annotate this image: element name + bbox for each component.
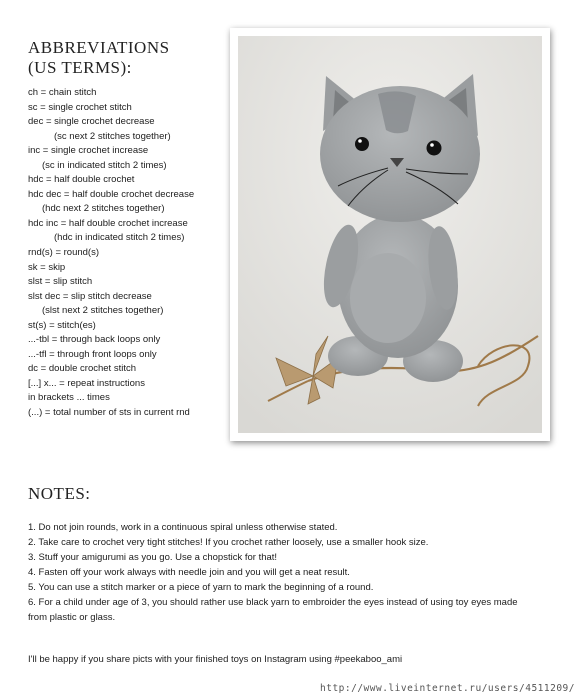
abbreviation-row: st(s) = stitch(es) (28, 319, 96, 331)
abbreviation-row: in brackets ... times (28, 392, 110, 404)
abbreviations-title-line1: ABBREVIATIONS (28, 38, 170, 57)
note-item: 3. Stuff your amigurumi as you go. Use a chopstick for that! (28, 552, 278, 563)
abbreviation-row: ...-tfl = through front loops only (28, 348, 157, 360)
photo-frame (230, 28, 550, 441)
abbreviation-row: slst = slip stitch (28, 276, 93, 288)
note-item: 4. Fasten off your work always with needle join and you will get a neat result. (28, 567, 350, 578)
note-item: from plastic or glass. (28, 612, 116, 623)
abbreviation-row: inc = single crochet increase (28, 145, 149, 157)
abbreviation-row: (hdc in indicated stitch 2 times) (54, 232, 185, 244)
note-item: 5. You can use a stitch marker or a piece of yarn to mark the beginning of a round. (28, 582, 374, 593)
notes-list (28, 520, 558, 625)
abbreviation-row: sc = single crochet stitch (28, 101, 132, 113)
abbreviation-row: (sc next 2 stitches together) (54, 130, 171, 142)
abbreviation-row: sk = skip (28, 261, 66, 273)
crochet-cat-photo (238, 36, 542, 433)
abbreviation-row: hdc inc = half double crochet increase (28, 217, 188, 229)
watermark-url: http://www.liveinternet.ru/users/4511209/ (320, 683, 575, 694)
abbreviations-list (28, 86, 233, 421)
cat-left-eye (355, 137, 369, 151)
abbreviation-row: ...-tbl = through back loops only (28, 334, 161, 346)
note-item: 6. For a child under age of 3, you should rather use black yarn to embroider the eyes instead of using toy eyes made (28, 597, 518, 608)
abbreviation-row: rnd(s) = round(s) (28, 247, 100, 259)
share-text: I'll be happy if you share picts with your finished toys on Instagram using #peekaboo_ami (28, 654, 403, 665)
abbreviation-row: hdc = half double crochet (28, 174, 135, 186)
note-item: 1. Do not join rounds, work in a continuous spiral unless otherwise stated. (28, 522, 338, 533)
abbreviation-row: (...) = total number of sts in current rnd (28, 407, 190, 419)
abbreviation-row: ch = chain stitch (28, 87, 97, 98)
abbreviation-row: (sc in indicated stitch 2 times) (42, 159, 167, 171)
note-item: 2. Take care to crochet very tight stitches! If you crochet rather loosely, use a smaller hook size. (28, 537, 429, 548)
notes-heading: NOTES: (28, 484, 91, 503)
abbreviations-title-line2: (US TERMS): (28, 58, 132, 77)
cat-belly (350, 253, 426, 343)
abbreviation-row: dc = double crochet stitch (28, 363, 136, 375)
abbreviation-row: hdc dec = half double crochet decrease (28, 188, 195, 200)
abbreviation-row: slst dec = slip stitch decrease (28, 290, 152, 302)
abbreviation-row: dec = single crochet decrease (28, 116, 155, 128)
abbreviation-row: (slst next 2 stitches together) (42, 305, 164, 317)
abbreviations-heading (28, 38, 218, 78)
abbreviation-row: (hdc next 2 stitches together) (42, 203, 165, 215)
cat-right-eye (427, 141, 442, 156)
abbreviation-row: [...] x... = repeat instructions (28, 377, 145, 389)
